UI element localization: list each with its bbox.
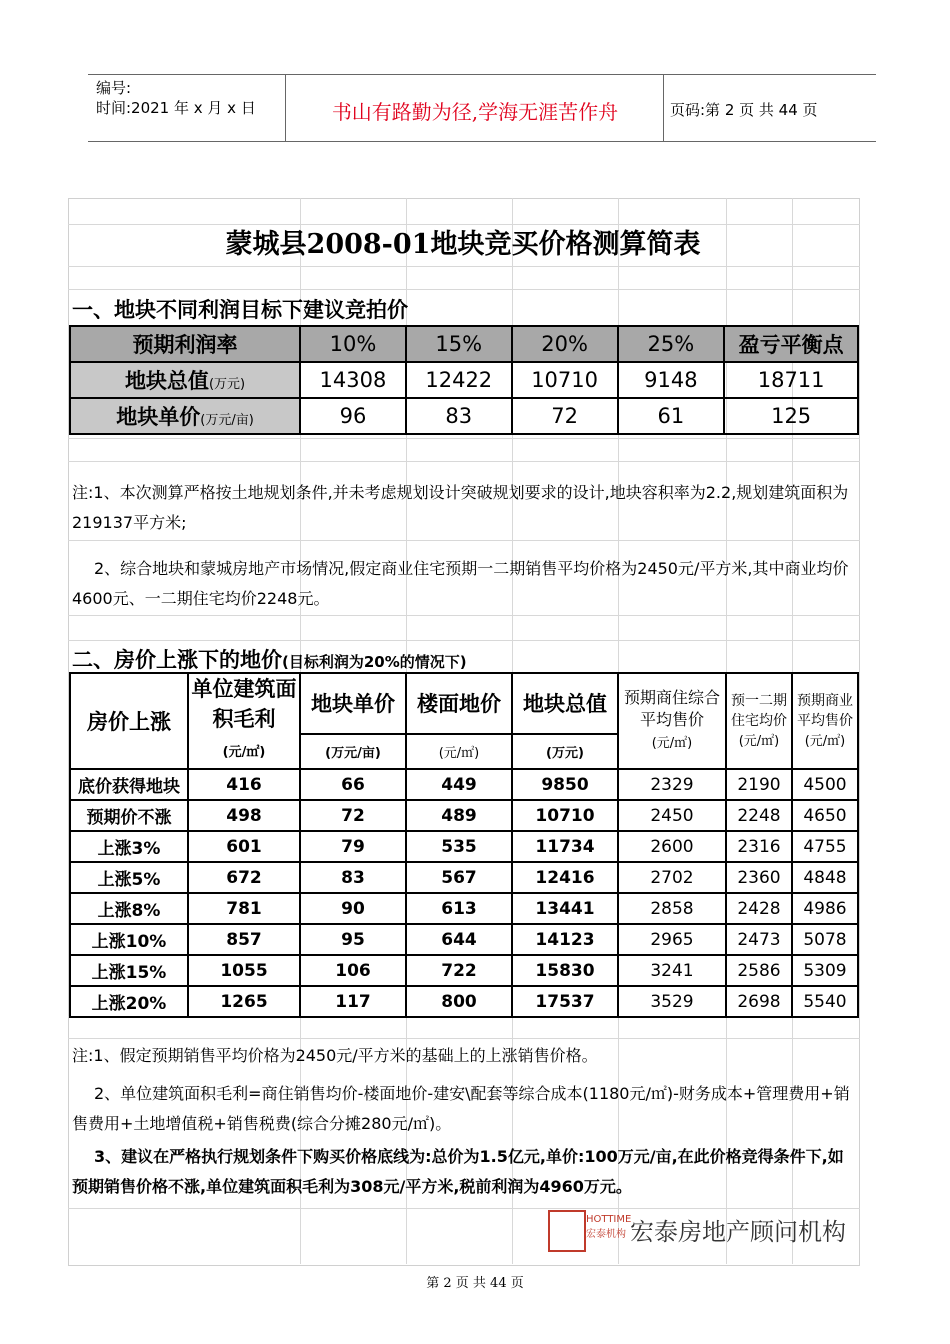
unit-label: 地块单价 <box>116 405 201 429</box>
table-cell: 3529 <box>618 986 726 1017</box>
grid-line <box>68 438 860 439</box>
grid-line <box>68 266 860 267</box>
table-cell: 5309 <box>792 955 858 986</box>
table-cell: 2329 <box>618 769 726 800</box>
grid-line <box>68 640 860 641</box>
table-cell: 2248 <box>726 800 792 831</box>
table-cell: 10710 <box>512 800 618 831</box>
logo-line2: 宏泰机构 <box>586 1229 626 1240</box>
total-label: 地块总值 <box>124 369 209 393</box>
table-row <box>70 893 858 924</box>
logo-line1: HOTTIME <box>586 1214 632 1225</box>
note-2: 2、综合地块和蒙城房地产市场情况,假定商业住宅预期一二期销售平均价格为2450元/平方米,其中商业均价4600元、一二期住宅均价2248元。 <box>72 559 849 608</box>
table-cell: 1265 <box>188 986 300 1017</box>
table-cell: 90 <box>300 893 406 924</box>
table-cell: 12422 <box>406 362 512 398</box>
table-cell: 83 <box>406 398 512 434</box>
col5-unit: (元/㎡) <box>651 736 693 751</box>
table-cell: 12416 <box>512 862 618 893</box>
row-label: 上涨8% <box>70 893 188 924</box>
page-footer: 第 2 页 共 44 页 <box>426 1276 524 1291</box>
header-bottom-rule <box>88 141 876 142</box>
table-cell: 498 <box>188 800 300 831</box>
table-row <box>70 862 858 893</box>
table-cell: 14123 <box>512 924 618 955</box>
table-cell: 535 <box>406 831 512 862</box>
table-cell: 4500 <box>792 769 858 800</box>
section2-title: 二、房价上涨下的地价 <box>72 648 282 672</box>
column-header <box>726 673 792 769</box>
firm-logo-icon <box>548 1210 586 1252</box>
col7-unit: (元/㎡) <box>804 733 846 749</box>
table-row <box>70 800 858 831</box>
table-row <box>70 986 858 1017</box>
table-row <box>70 924 858 955</box>
table-cell: 800 <box>406 986 512 1017</box>
table-cell: 10710 <box>512 362 618 398</box>
table-cell: 2600 <box>618 831 726 862</box>
col5-title: 预期商住综合平均售价 <box>623 688 720 729</box>
header-motto: 书山有路勤为径,学海无涯苦作舟 <box>331 100 619 124</box>
table-row <box>70 769 858 800</box>
header-divider <box>663 74 664 142</box>
row-label: 底价获得地块 <box>70 769 188 800</box>
table-cell: 2473 <box>726 924 792 955</box>
section2-note: (目标利润为20%的情况下) <box>282 653 467 671</box>
row-label <box>70 362 300 398</box>
table-cell: 15830 <box>512 955 618 986</box>
row-label: 上涨10% <box>70 924 188 955</box>
col6-unit: (元/㎡) <box>738 733 780 749</box>
table-cell: 95 <box>300 924 406 955</box>
table-cell: 4650 <box>792 800 858 831</box>
price-rise-table <box>69 672 859 1018</box>
table-cell: 4755 <box>792 831 858 862</box>
profit-header-row <box>70 326 858 362</box>
note-1: 注:1、本次测算严格按土地规划条件,并未考虑规划设计突破规划要求的设计,地块容积率为2.2,规划建筑面积为219137平方米; <box>72 483 849 532</box>
header-meta <box>96 78 256 118</box>
table-row <box>70 831 858 862</box>
table-cell: 449 <box>406 769 512 800</box>
table-cell: 644 <box>406 924 512 955</box>
header-divider <box>285 74 286 142</box>
table-cell: 18711 <box>724 362 858 398</box>
table-cell: 79 <box>300 831 406 862</box>
table-cell: 489 <box>406 800 512 831</box>
table-cell: 3241 <box>618 955 726 986</box>
time-label: 时间:2021 年 x 月 x 日 <box>96 99 256 117</box>
header-cell: 预期利润率 <box>70 326 300 362</box>
table-cell: 13441 <box>512 893 618 924</box>
grid-line <box>68 289 860 290</box>
header-cell: 盈亏平衡点 <box>724 326 858 362</box>
row-label <box>70 398 300 434</box>
row-label: 上涨20% <box>70 986 188 1017</box>
note2-1: 注:1、假定预期销售平均价格为2450元/平方米的基础上的上涨销售价格。 <box>72 1046 598 1065</box>
table-cell: 2360 <box>726 862 792 893</box>
column-header: 房价上涨 <box>70 673 188 769</box>
table-cell: 567 <box>406 862 512 893</box>
row-label: 上涨3% <box>70 831 188 862</box>
firm-logo-text <box>586 1212 631 1242</box>
table-cell: 601 <box>188 831 300 862</box>
header-cell: 25% <box>618 326 725 362</box>
column-header <box>188 673 300 769</box>
table-cell: 11734 <box>512 831 618 862</box>
table-cell: 416 <box>188 769 300 800</box>
table-cell: 781 <box>188 893 300 924</box>
grid-line <box>68 1038 860 1039</box>
total-unit: (万元) <box>208 377 246 392</box>
table-cell: 2586 <box>726 955 792 986</box>
header-page-label: 页码:第 2 页 共 44 页 <box>670 101 818 119</box>
grid-line <box>68 1208 860 1209</box>
table-cell: 1055 <box>188 955 300 986</box>
table-cell: 106 <box>300 955 406 986</box>
table-cell: 613 <box>406 893 512 924</box>
column-unit: (万元/亩) <box>300 734 406 769</box>
column-header: 地块单价 <box>300 673 406 734</box>
col6-title: 预一二期住宅均价 <box>731 692 787 729</box>
header-top-rule <box>88 74 876 75</box>
column-unit: (元/㎡) <box>406 734 512 769</box>
note2-3: 3、建议在严格执行规划条件下购买价格底线为:总价为1.5亿元,单价:100万元/亩,在此价格竞得条件下,如预期销售价格不涨,单位建筑面积毛利为308元/平方米,税前利润为4960万元。 <box>72 1147 844 1196</box>
row-label: 上涨5% <box>70 862 188 893</box>
col1-title: 单位建筑面积毛利 <box>191 677 297 731</box>
table-cell: 72 <box>512 398 618 434</box>
col7-title: 预期商业平均售价 <box>797 692 853 729</box>
section1-heading: 一、地块不同利润目标下建议竞拍价 <box>72 298 408 322</box>
table-cell: 2190 <box>726 769 792 800</box>
table-cell: 5078 <box>792 924 858 955</box>
column-unit: (万元) <box>512 734 618 769</box>
grid-line <box>68 615 860 616</box>
table-row <box>70 955 858 986</box>
table-cell: 5540 <box>792 986 858 1017</box>
row-label: 预期价不涨 <box>70 800 188 831</box>
table-cell: 672 <box>188 862 300 893</box>
table-cell: 72 <box>300 800 406 831</box>
note2-2: 2、单位建筑面积毛利=商住销售均价-楼面地价-建安\配套等综合成本(1180元/㎡)-财务成本+管理费用+销售费用+土地增值税+销售税费(综合分摊280元/㎡)。 <box>72 1084 850 1133</box>
total-value-row <box>70 362 858 398</box>
table-cell: 857 <box>188 924 300 955</box>
table-cell: 4848 <box>792 862 858 893</box>
table-cell: 83 <box>300 862 406 893</box>
unit-price-row <box>70 398 858 434</box>
header-cell: 10% <box>300 326 406 362</box>
table-cell: 2450 <box>618 800 726 831</box>
table-cell: 2316 <box>726 831 792 862</box>
page-title: 蒙城县2008-01地块竞买价格测算简表 <box>225 229 701 260</box>
table-cell: 2858 <box>618 893 726 924</box>
section2-heading <box>72 644 467 674</box>
table-cell: 96 <box>300 398 406 434</box>
table-cell: 722 <box>406 955 512 986</box>
column-header <box>792 673 858 769</box>
table-cell: 2965 <box>618 924 726 955</box>
table-cell: 125 <box>724 398 858 434</box>
header-cell: 20% <box>512 326 618 362</box>
col1-unit: (元/㎡) <box>222 745 266 760</box>
table-body <box>70 769 858 1017</box>
grid-line <box>68 540 860 541</box>
grid-line <box>68 461 860 462</box>
unit-unit: (万元/亩) <box>200 413 254 428</box>
column-header <box>618 673 726 769</box>
table-cell: 17537 <box>512 986 618 1017</box>
row-label: 上涨15% <box>70 955 188 986</box>
table-header-row <box>70 673 858 734</box>
firm-name: 宏泰房地产顾问机构 <box>630 1218 846 1246</box>
header-cell: 15% <box>406 326 512 362</box>
table-cell: 61 <box>618 398 725 434</box>
table-cell: 9148 <box>618 362 725 398</box>
table-cell: 4986 <box>792 893 858 924</box>
profit-table <box>69 325 859 435</box>
table-cell: 9850 <box>512 769 618 800</box>
column-header: 楼面地价 <box>406 673 512 734</box>
number-label: 编号: <box>96 79 132 97</box>
table-cell: 2428 <box>726 893 792 924</box>
table-cell: 14308 <box>300 362 406 398</box>
table-cell: 2702 <box>618 862 726 893</box>
column-header: 地块总值 <box>512 673 618 734</box>
table-cell: 2698 <box>726 986 792 1017</box>
table-cell: 117 <box>300 986 406 1017</box>
table-cell: 66 <box>300 769 406 800</box>
